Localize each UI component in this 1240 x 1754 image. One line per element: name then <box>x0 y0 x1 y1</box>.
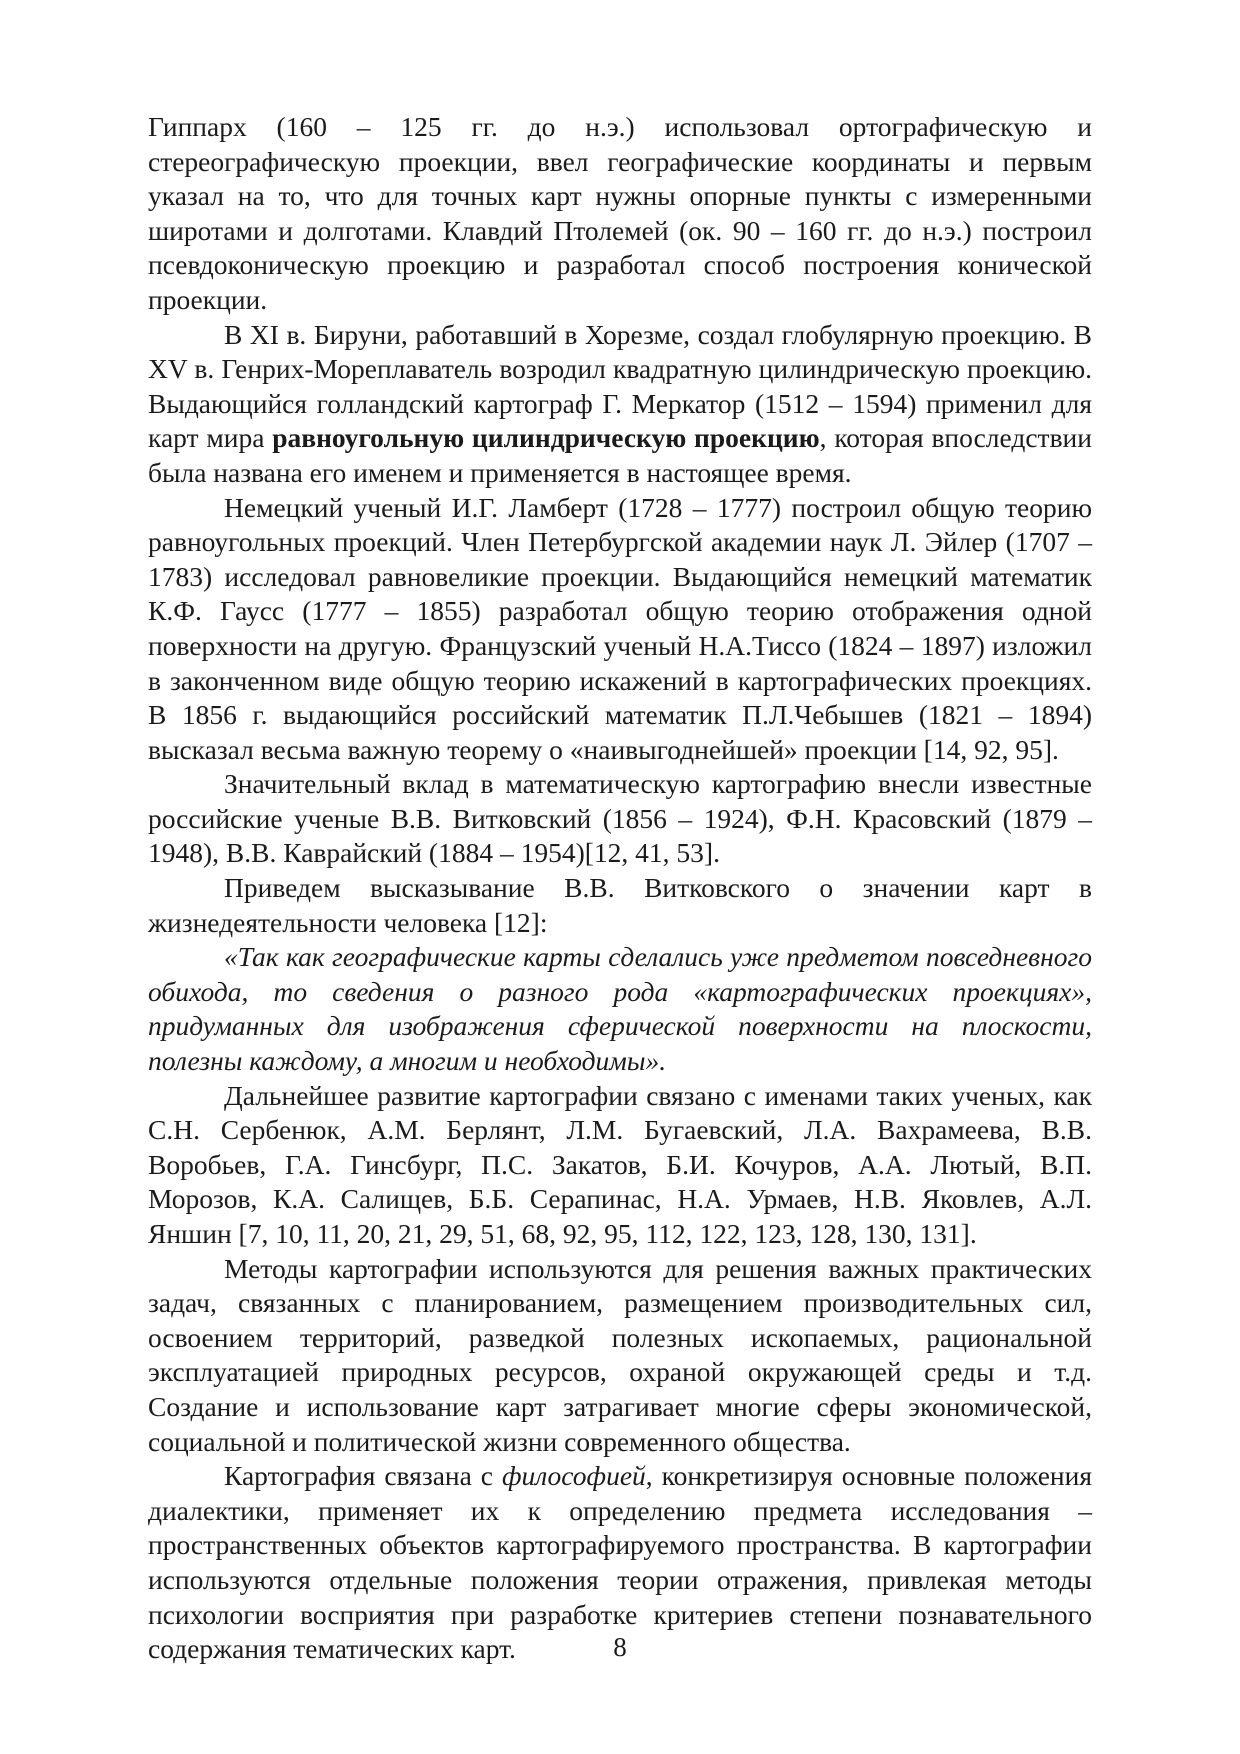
paragraph-text: Картография связана с <box>224 1460 502 1492</box>
paragraph-lambert-euler: Немецкий ученый И.Г. Ламберт (1728 – 1777) построил общую теорию равноугольных проекций. Член Петербургской академии наук Л. Эйлер (1707 – 1783) исследовал равновеликие проекции. Выдающийся немецкий математик К.Ф. Гаусс (1777 – 1855) разработал общую теорию отображения одной поверхности на другую. Французский ученый Н.А.Тиссо (1824 – 1897) изложил в законченном виде общую теорию искажений в картографических проекциях. В 1856 г. выдающийся российский математик П.Л.Чебышев (1821 – 1894) высказал весьма важную теорему о «наивыгоднейшей» проекции [14, 92, 95]. <box>148 491 1092 765</box>
paragraph-russian-scientists: Значительный вклад в математическую картографию внесли известные российские ученые В.В. Витковский (1856 – 1924), Ф.Н. Красовский (1879 – 1948), В.В. Каврайский (1884 – 1954)[12, 41, 53]. <box>148 768 1092 869</box>
italic-term: философией <box>501 1460 646 1492</box>
bold-term: равноугольную цилиндрическую проекцию <box>272 422 820 454</box>
paragraph-text: В XI в. Бируни, работавший в Хорезме, создал глобулярную проекцию. В XV в. Генрих-Мореплаватель возродил квадратную цилиндрическую проекцию. Выдающийся голландский картограф Г. Меркатор (1512 – 1594) применил для карт мира <box>148 318 1092 454</box>
paragraph-methods: Методы картографии используются для решения важных практических задач, связанных с планированием, размещением производительных сил, освоением территорий, разведкой полезных ископаемых, рациональной эксплуатацией природных ресурсов, охраной окружающей среды и т.д. Создание и использование карт затрагивает многие сферы экономической, социальной и политической жизни современного общества. <box>148 1252 1092 1457</box>
page-body <box>148 110 1092 1667</box>
page-number: 8 <box>613 1632 627 1662</box>
paragraph-quote: «Так как географические карты сделались уже предметом повседневного обихода, то сведения о разного рода «картографических проекциях», придуманных для изображения сферической поверхности на плоскости, полезны каждому, а многим и необходимы». <box>148 941 1092 1077</box>
paragraph-hipparchus: Гиппарх (160 – 125 гг. до н.э.) использовал ортографическую и стереографическую проекции, ввел географические координаты и первым указал на то, что для точных карт нужны опорные пункты с измеренными широтами и долготами. Клавдий Птолемей (ок. 90 – 160 гг. до н.э.) построил псевдоконическую проекцию и разработал способ построения конической проекции. <box>148 111 1092 315</box>
paragraph-text: , которая впоследствии была названа его именем и применяется в настоящее время. <box>148 422 1092 488</box>
paragraph-further-development: Дальнейшее развитие картографии связано с именами таких ученых, как С.Н. Сербенюк, А.М. Берлянт, Л.М. Бугаевский, Л.А. Вахрамеева, В.В. Воробьев, Г.А. Гинсбург, П.С. Закатов, Б.И. Кочуров, А.А. Лютый, В.П. Морозов, К.А. Салищев, Б.Б. Серапинас, Н.А. Урмаев, Н.В. Яковлев, А.Л. Яншин [7, 10, 11, 20, 21, 29, 51, 68, 92, 95, 112, 122, 123, 128, 130, 131]. <box>148 1079 1092 1249</box>
paragraph-text: , конкретизируя основные положения диалектики, применяет их к определению предмета исследования – пространственных объектов картографируемого пространства. В картографии используются отдельные положения теории отражения, привлекая методы психологии восприятия при разработке критериев степени познавательного содержания тематических карт. <box>148 1460 1092 1665</box>
paragraph-quote-intro: Приведем высказывание В.В. Витковского о значении карт в жизнедеятельности человека [12]: <box>148 872 1092 938</box>
paragraph-biruni-mercator <box>148 318 1092 491</box>
